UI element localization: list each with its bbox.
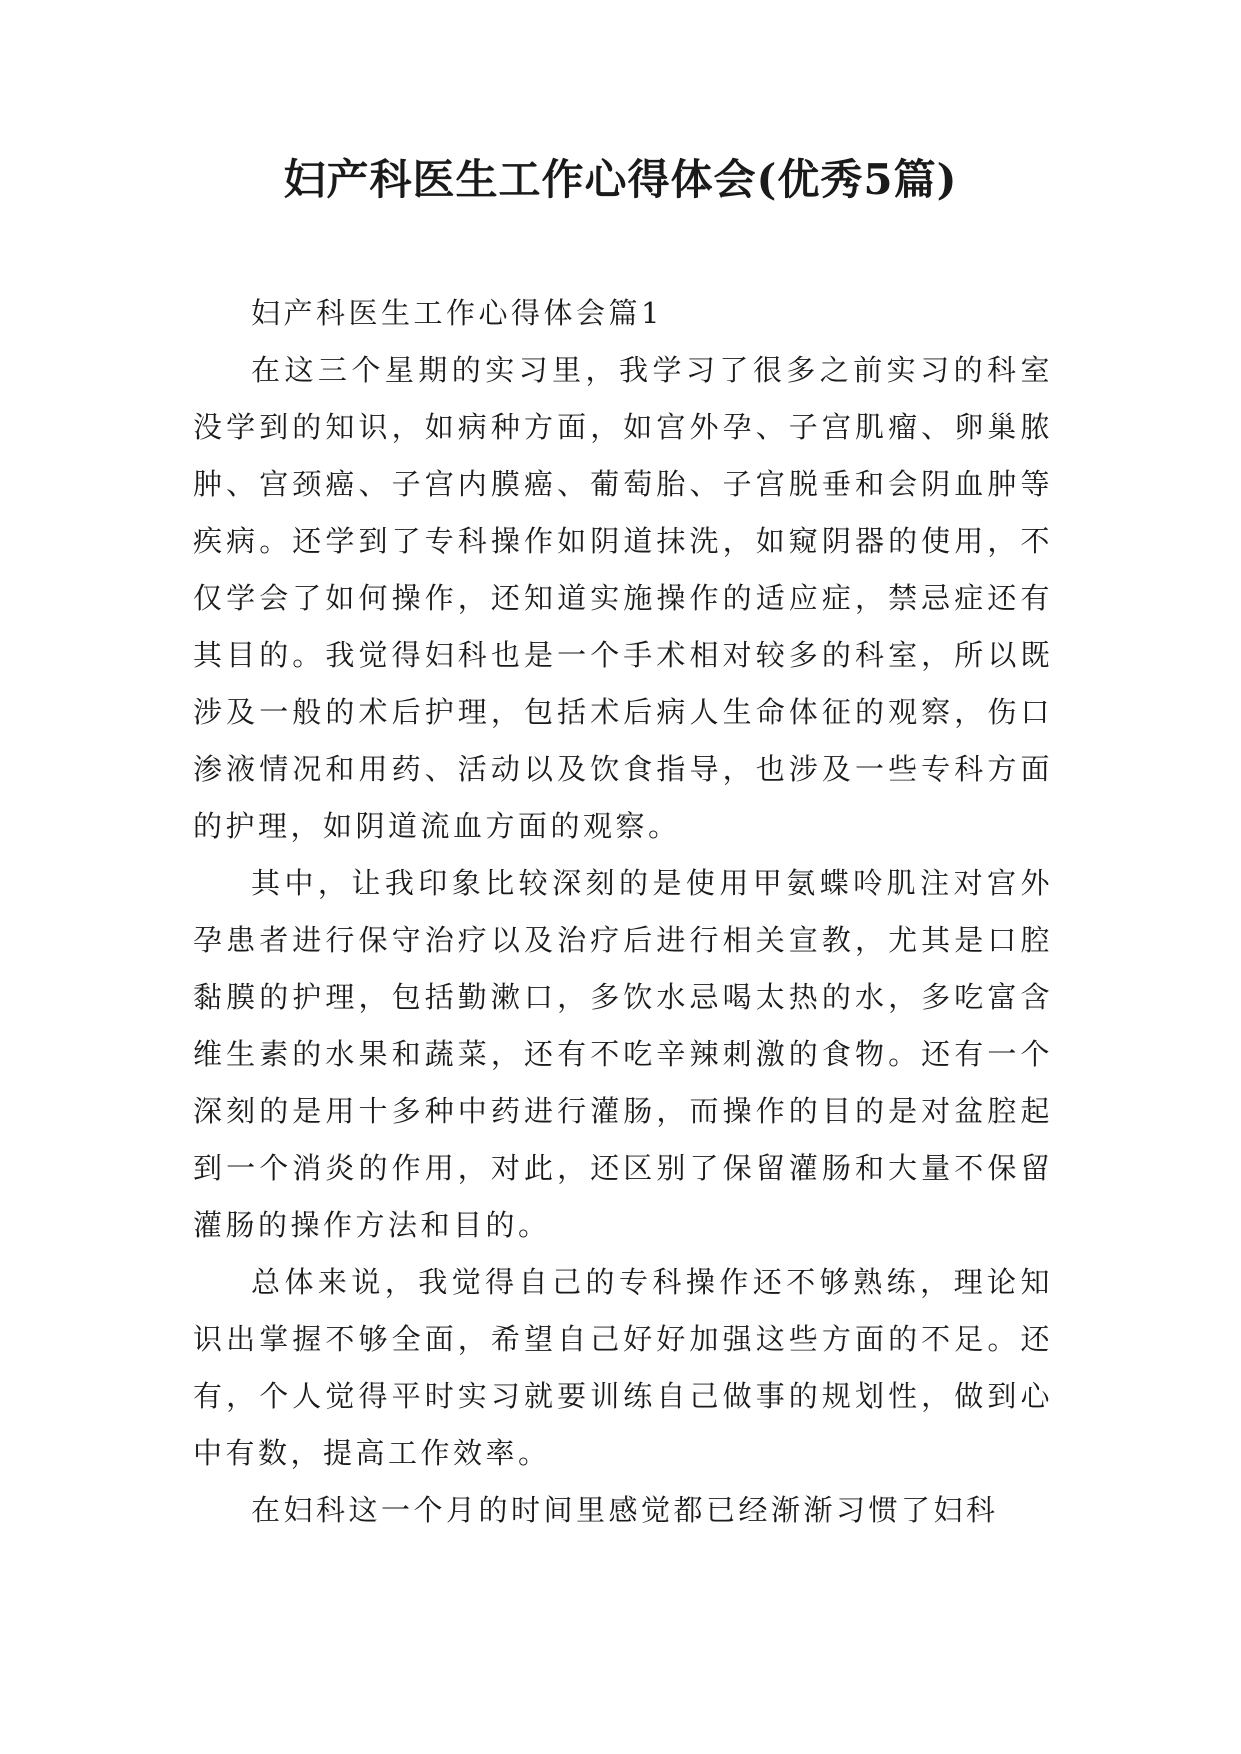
body-paragraph: 在这三个星期的实习里，我学习了很多之前实习的科室没学到的知识，如病种方面，如宫外孕、子宫肌瘤、卵巢脓肿、宫颈癌、子宫内膜癌、葡萄胎、子宫脱垂和会阴血肿等疾病。还学到了专科操作如阴道抹洗，如窥阴器的使用，不仅学会了如何操作，还知道实施操作的适应症，禁忌症还有其目的。我觉得妇科也是一个手术相对较多的科室，所以既涉及一般的术后护理，包括术后病人生命体征的观察，伤口渗液情况和用药、活动以及饮食指导，也涉及一些专科方面的护理，如阴道流血方面的观察。 [193,353,1053,843]
body-paragraph: 总体来说，我觉得自己的专科操作还不够熟练，理论知识出掌握不够全面，希望自己好好加强这些方面的不足。还有，个人觉得平时实习就要训练自己做事的规划性，做到心中有数，提高工作效率。 [193,1265,1053,1470]
body-paragraph: 其中，让我印象比较深刻的是使用甲氨蝶呤肌注对宫外孕患者进行保守治疗以及治疗后进行相关宣教，尤其是口腔黏膜的护理，包括勤漱口，多饮水忌喝太热的水，多吃富含维生素的水果和蔬菜，还有不吃辛辣刺激的食物。还有一个深刻的是用十多种中药进行灌肠，而操作的目的是对盆腔起到一个消炎的作用，对此，还区别了保留灌肠和大量不保留灌肠的操作方法和目的。 [193,866,1053,1242]
section-heading: 妇产科医生工作心得体会篇1 [251,296,663,330]
body-paragraph: 在妇科这一个月的时间里感觉都已经渐渐习惯了妇科 [251,1493,999,1527]
document-body [193,285,1053,1539]
document-title: 妇产科医生工作心得体会(优秀5篇) [283,155,958,204]
